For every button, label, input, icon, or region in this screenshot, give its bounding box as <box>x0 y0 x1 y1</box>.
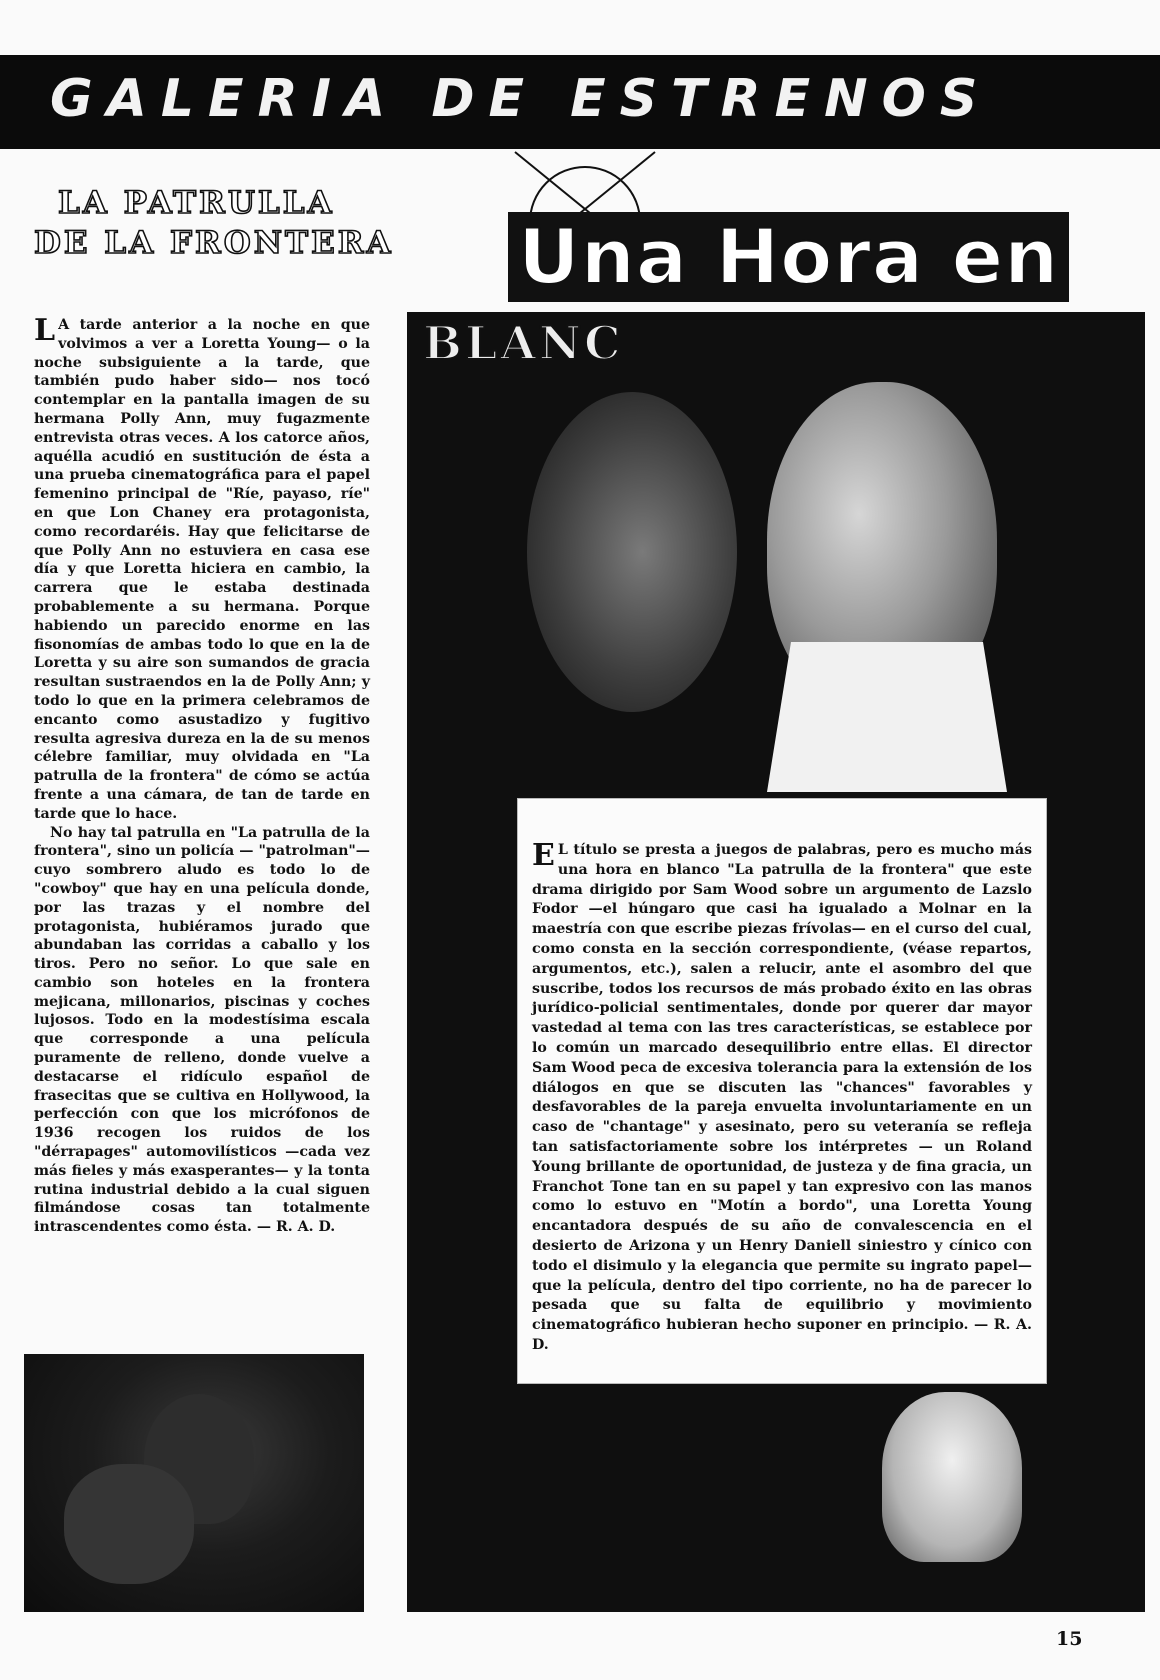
review-text-box <box>517 798 1047 1384</box>
banner-title: GALERIA DE ESTRENOS <box>50 69 992 129</box>
review-headline-word-2: BLANC <box>423 316 624 370</box>
left-paragraph-1 <box>34 313 370 824</box>
headline-box <box>508 212 1086 308</box>
left-paragraph-2: No hay tal patrulla en "La patrulla de la frontera", sino un policía — "patrolman"— cuyo sombrero aludo es todo lo de "cowboy" que hay en una película donde, por las trazas y el nombre del protagonista, hubiéramos jurado que abundaban las corridas a caballo y los tiros. Pero no señor. Lo que sale en cambio son hoteles en la frontera mejicana, millonarios, piscinas y coches lujosos. Todo en la modestísima escala que corresponde a una película puramente de relleno, donde vuelve a destacarse el ridículo español de frasecitas que se cultiva en Hollywood, la perfección con que los micrófonos de 1936 recogen los ruidos de los "dérrapages" automovilísticos —cada vez más fieles y más exasperantes— y la tonta rutina industrial debido a la cual siguen filmándose cosas tan totalmente intrascendentes como ésta. — R. A. D. <box>34 824 370 1236</box>
figure-shape <box>64 1464 194 1584</box>
film-still-small <box>24 1354 364 1612</box>
left-drop-cap: L <box>34 313 56 348</box>
left-title-line-2: DE LA FRONTERA <box>34 225 394 261</box>
hand-shape <box>882 1392 1022 1562</box>
review-drop-cap: E <box>532 838 555 873</box>
actress-shape <box>527 392 737 712</box>
review-paragraph <box>532 838 1032 1356</box>
review-paragraph-text: L título se presta a juegos de palabras, pero es mucho más una hora en blanco "La patrulla de la frontera" que este drama dirigido por Sam Wood sobre un argumento de Lazslo Fodor —el húngaro que casi ha igualado a Molnar en la maestría con que escribe piezas frívolas— en el curso del cual, como consta en la sección correspondiente, (véase repartos, argumentos, etc.), salen a relucir, ante el asombro del que suscribe, todos los recursos de más probado éxito en las obras jurídico-policial sentimentales, donde por querer dar mayor vastedad al tema con las tres características, se establece por lo común un marcado desequilibrio entre ellas. El director Sam Wood peca de excesiva tolerancia para la extensión de los diálogos en que se discuten las "chances" favorables y desfavorables de la pareja envuelta involuntariamente en un caso de "chantage" y asesinato, pero su veteranía se refleja tan satisfactoriamente sobre los intérpretes — un Roland Young brillante de oportunidad, de justeza y de fina gracia, un Franchot Tone tan en su papel y tan expresivo con las manos como lo estuvo en "Motín a bordo", una Loretta Young encantadora después de su año de convalescencia en el desierto de Arizona y un Henry Daniell siniestro y cínico con todo el disimulo y la elegancia que permite su ingrato papel— que la película, dentro del tipo corriente, no ha de parecer lo pesada que su falta de equilibrio y movimiento cinematográfico hubieran hecho suponer en principio. — R. A. D. <box>532 842 1032 1353</box>
review-body <box>532 838 1032 1356</box>
section-banner <box>0 55 1160 149</box>
page-number: 15 <box>1056 1628 1083 1650</box>
left-paragraph-1-text: A tarde anterior a la noche en que volvimos a ver a Loretta Young— o la noche subsiguiente a la tarde, que también pudo haber sido— nos tocó contemplar en la pantalla imagen de su hermana Polly Ann, muy fugazmente entrevista otras veces. A los catorce años, aquélla acudió en sustitución de ésta a una prueba cinematográfica para el papel femenino principal de "Ríe, payaso, ríe" en que Lon Chaney era protagonista, como recordaréis. Hay que felicitarse de que Polly Ann no estuviera en casa ese día y que Loretta hiciera en cambio, la carrera que le estaba destinada probablemente a su hermana. Porque habiendo un parecido enorme en las fisonomías de ambas todo lo que en la de Loretta y su aire son sumandos de gracia resultan sustraendos en la de Polly Ann; y todo lo que en la primera celebramos de encanto como asustadizo y fugitivo resulta agresiva dureza en la de su menos célebre familiar, muy olvidada en "La patrulla de la frontera" de cómo se actúa frente a una cámara, de tan de tarde en tarde que lo hace. <box>34 317 370 822</box>
left-title-line-1: LA PATRULLA <box>58 185 335 221</box>
left-article-title <box>34 183 418 263</box>
review-headline: Una Hora en <box>508 212 1069 302</box>
left-article-body <box>34 313 370 1237</box>
collar-shape <box>767 642 1007 792</box>
